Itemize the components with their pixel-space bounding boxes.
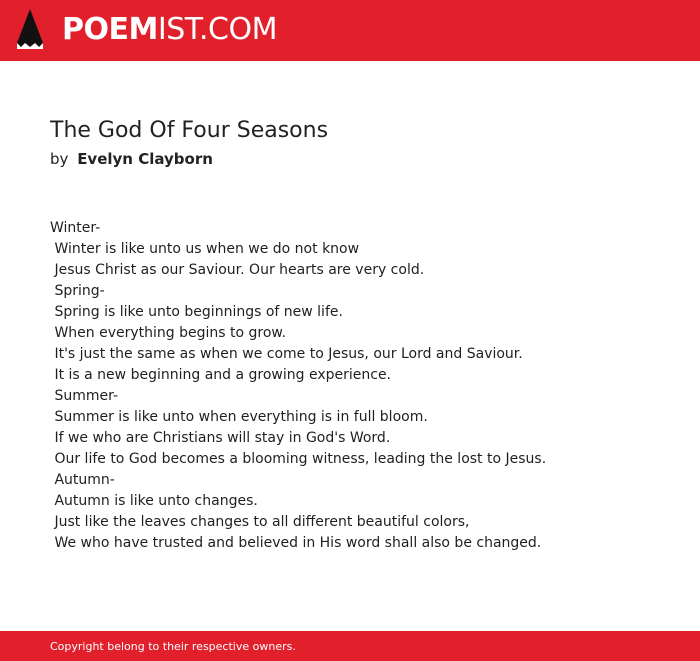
poem-line: It is a new beginning and a growing experience. (50, 367, 392, 383)
pencil-icon[interactable] (16, 9, 44, 51)
poem-line: Spring is like unto beginnings of new life. (50, 304, 343, 320)
brand-name-bold: POEM (62, 12, 158, 47)
poem-line: Winter- (50, 220, 101, 236)
poem-line: Spring- (50, 283, 105, 299)
copyright-notice: Copyright belong to their respective owners. (50, 640, 296, 653)
poem-line: We who have trusted and believed in His word shall also be changed. (50, 535, 542, 551)
site-footer (0, 631, 700, 661)
poem-line: Autumn is like unto changes. (50, 493, 258, 509)
site-logo-link[interactable] (62, 12, 277, 48)
poem-line: If we who are Christians will stay in God's Word. (50, 430, 391, 446)
poem-line: When everything begins to grow. (50, 325, 287, 341)
author-name[interactable]: Evelyn Clayborn (77, 150, 213, 168)
by-label: by (50, 150, 69, 168)
poem-body (50, 218, 650, 554)
brand-name-light: IST.COM (157, 12, 277, 47)
poem-line: Autumn- (50, 472, 115, 488)
poem-line: Summer- (50, 388, 119, 404)
poem-line: Jesus Christ as our Saviour. Our hearts are very cold. (50, 262, 425, 278)
poem-line: Winter is like unto us when we do not know (50, 241, 360, 257)
poem-line: It's just the same as when we come to Jesus, our Lord and Saviour. (50, 346, 523, 362)
site-header (0, 0, 700, 61)
poem-line: Just like the leaves changes to all different beautiful colors, (50, 514, 470, 530)
poem-line: Summer is like unto when everything is in full bloom. (50, 409, 428, 425)
poem-line: Our life to God becomes a blooming witness, leading the lost to Jesus. (50, 451, 547, 467)
poem-byline (50, 148, 213, 170)
poem-title: The God Of Four Seasons (50, 118, 329, 143)
